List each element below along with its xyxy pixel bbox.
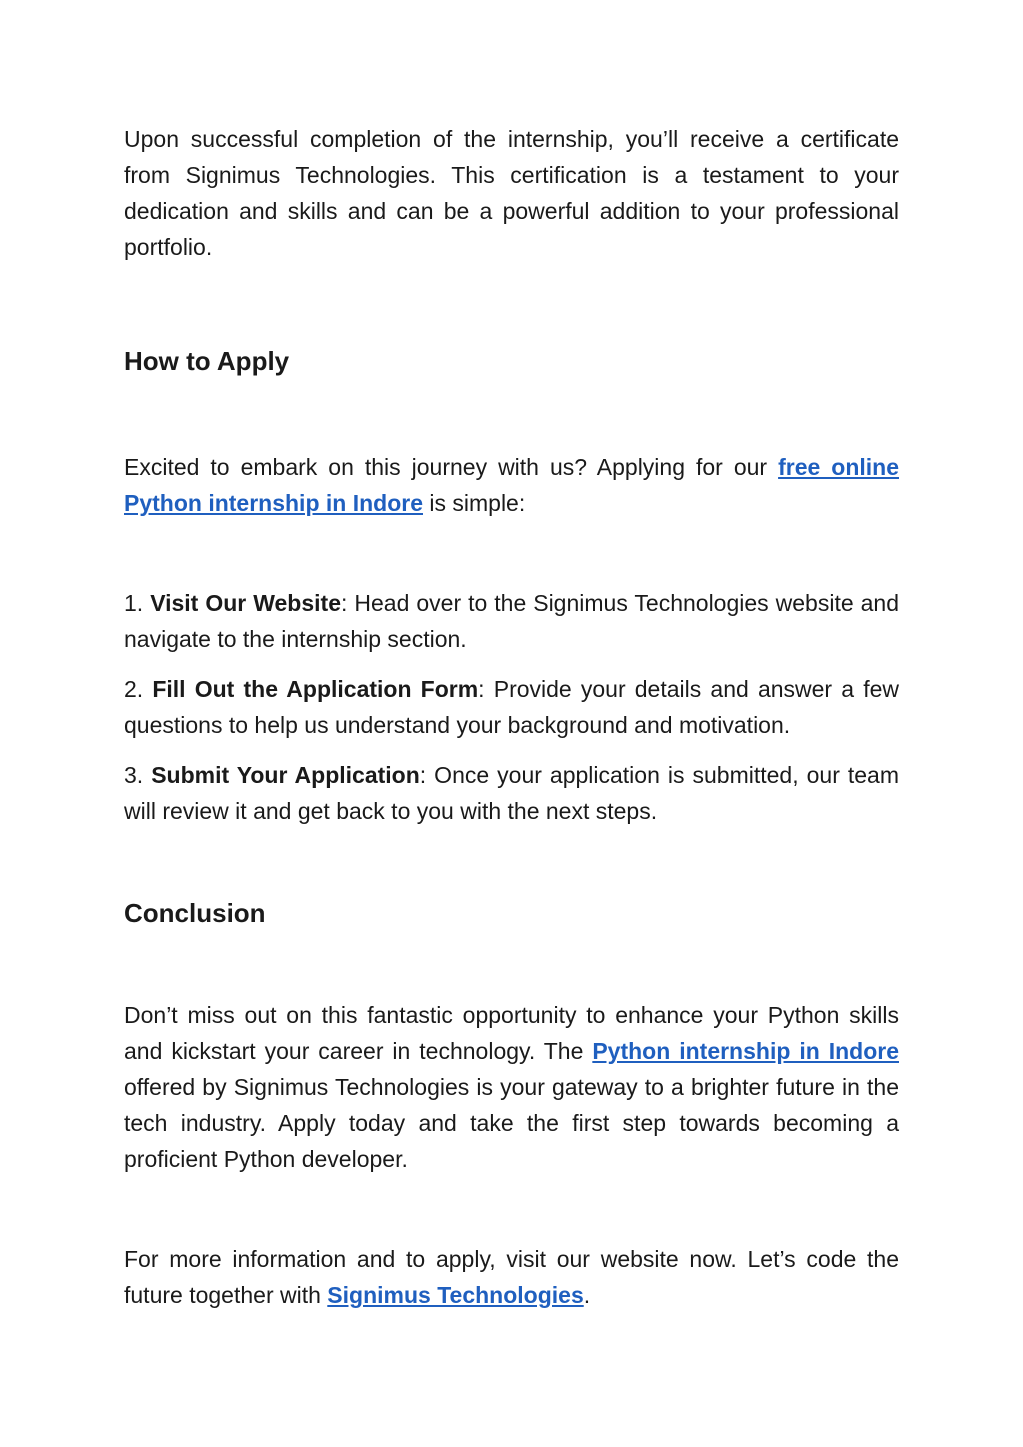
step-number: 3. <box>124 762 152 788</box>
conclusion-paragraph <box>124 997 899 1177</box>
step-1 <box>124 585 899 657</box>
closing-text-before: For more information and to apply, visit our website now. Let’s code the future together with <box>124 1246 899 1308</box>
intro-paragraph: Upon successful completion of the internship, you’ll receive a certificate from Signimus Technologies. This certification is a testament to your dedication and skills and can be a powerful addition to your professional portfolio. <box>124 126 899 260</box>
closing-paragraph <box>124 1241 899 1313</box>
step-title: Visit Our Website <box>150 590 341 616</box>
step-number: 2. <box>124 676 153 702</box>
step-2 <box>124 671 899 743</box>
step-text: : Head over to the Signimus Technologies website and navigate to the internship section. <box>124 590 900 652</box>
conclusion-text-before: Don’t miss out on this fantastic opportunity to enhance your Python skills and kickstart your career in technology. The <box>124 1002 899 1064</box>
apply-text-after: is simple: <box>423 490 526 516</box>
how-to-apply-heading: How to Apply <box>124 346 290 376</box>
document-page <box>124 121 899 1313</box>
step-text: : Once your application is submitted, our team will review it and get back to you with the next steps. <box>124 762 899 824</box>
closing-text-after: . <box>583 1282 591 1308</box>
step-3 <box>124 757 899 829</box>
step-number: 1. <box>124 590 151 616</box>
python-internship-indore-link[interactable]: Python internship in Indore <box>592 1038 899 1064</box>
free-online-python-internship-link[interactable]: free online Python internship in Indore <box>124 454 899 516</box>
step-title: Fill Out the Application Form <box>152 676 479 702</box>
apply-paragraph <box>124 449 899 521</box>
step-title: Submit Your Application <box>151 762 420 788</box>
conclusion-text-after: offered by Signimus Technologies is your gateway to a brighter future in the tech industry. Apply today and take the first step towards becoming a proficient Python developer. <box>124 1074 899 1172</box>
conclusion-heading: Conclusion <box>124 898 266 928</box>
signimus-technologies-link[interactable]: Signimus Technologies <box>327 1282 584 1308</box>
apply-text-before: Excited to embark on this journey with us? Applying for our <box>124 454 779 480</box>
step-text: : Provide your details and answer a few questions to help us understand your background and motivation. <box>124 676 899 738</box>
